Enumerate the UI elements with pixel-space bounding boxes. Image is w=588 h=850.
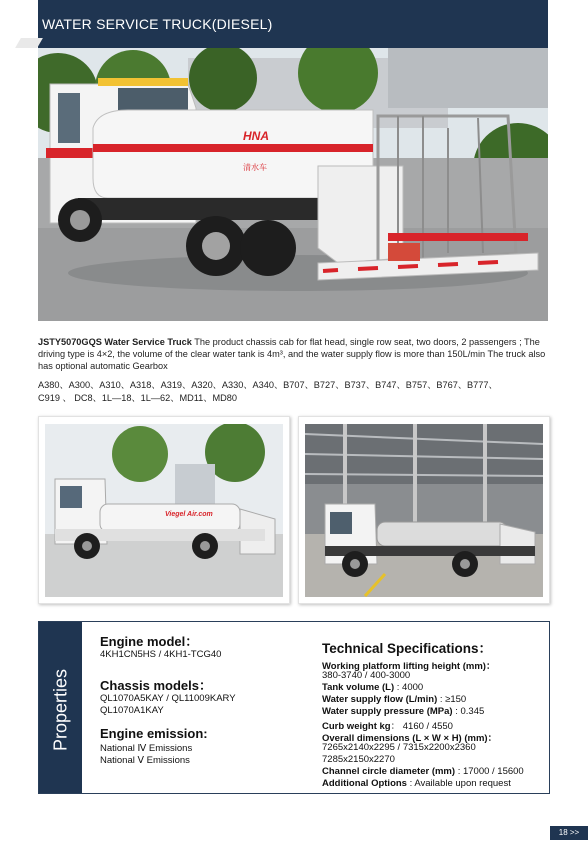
channel-diameter-row: Channel circle diameter (mm) : 17000 / 15600 [322, 766, 524, 777]
description-text: The product chassis cab for flat head, single row seat, two doors, 2 passengers ; The driving type is 4×2, the volume of the clear water tank is 4m³, and the water supply flow is more than 150L/min The truck also has optional automatic Gearbox [38, 337, 546, 372]
tank-volume-row: Tank volume (L) : 4000 [322, 682, 424, 693]
dimensions-label: Overall dimensions (L × W × H) (mm)： [322, 733, 498, 744]
photo-frame-outdoor [38, 416, 290, 604]
outdoor-brand-text: Viegel Air.com [165, 511, 213, 518]
dimensions-line-1: 7265x2140x2295 / 7315x2200x2360 [322, 742, 476, 753]
chassis-models-line-2: QL1070A1KAY [100, 705, 164, 716]
header-bar [38, 0, 548, 48]
hangar-truck-photo [305, 424, 543, 597]
engine-model-title: Engine model： [100, 634, 199, 649]
engine-model-value: 4KH1CN5HS / 4KH1-TCG40 [100, 649, 222, 660]
engine-emission-line-1: National Ⅳ Emissions [100, 743, 193, 754]
hero-brand-text: HNA [243, 129, 269, 143]
chassis-models-line-1: QL1070A5KAY / QL11009KARY [100, 693, 236, 704]
additional-options-row: Additional Options : Available upon request [322, 778, 511, 789]
curb-weight-row: Curb weight kg： 4160 / 4550 [322, 721, 453, 732]
hero-door-text: 清水车 [243, 163, 267, 172]
lifting-height-value: 380-3740 / 400-3000 [322, 670, 411, 681]
dimensions-line-2: 7285x2150x2270 [322, 754, 395, 765]
lifting-height-label: Working platform lifting height (mm)： [322, 661, 496, 672]
model-code: JSTY5070GQS Water Service Truck [38, 337, 192, 347]
properties-label: Properties [50, 668, 71, 752]
aircraft-line-1: A380、A300、A310、A318、A319、A320、A330、A340、B707、B727、B737、B747、B757、B767、B777、 [38, 380, 498, 390]
truck-description [38, 336, 550, 373]
page-title: WATER SERVICE TRUCK(DIESEL) [42, 16, 273, 32]
page-number-tab[interactable]: 18 >> [550, 826, 588, 840]
hero-truck-photo [38, 48, 548, 321]
chassis-models-title: Chassis models： [100, 678, 212, 693]
aircraft-line-2: C919 、 DC8、1L—18、1L—62、MD11、MD80 [38, 392, 237, 403]
engine-emission-line-2: National Ⅴ Emissions [100, 755, 190, 766]
outdoor-truck-photo [45, 424, 283, 597]
properties-side-panel [39, 622, 82, 793]
water-flow-row: Water supply flow (L/min) : ≥150 [322, 694, 467, 705]
photo-frame-hangar [298, 416, 550, 604]
compatible-aircraft-list [38, 379, 548, 404]
hero-truck-illustration [38, 48, 548, 321]
engine-emission-title: Engine emission: [100, 726, 208, 741]
tech-specs-title: Technical Specifications： [322, 641, 493, 656]
water-pressure-row: Water supply pressure (MPa) : 0.345 [322, 706, 485, 717]
properties-box [38, 621, 550, 794]
